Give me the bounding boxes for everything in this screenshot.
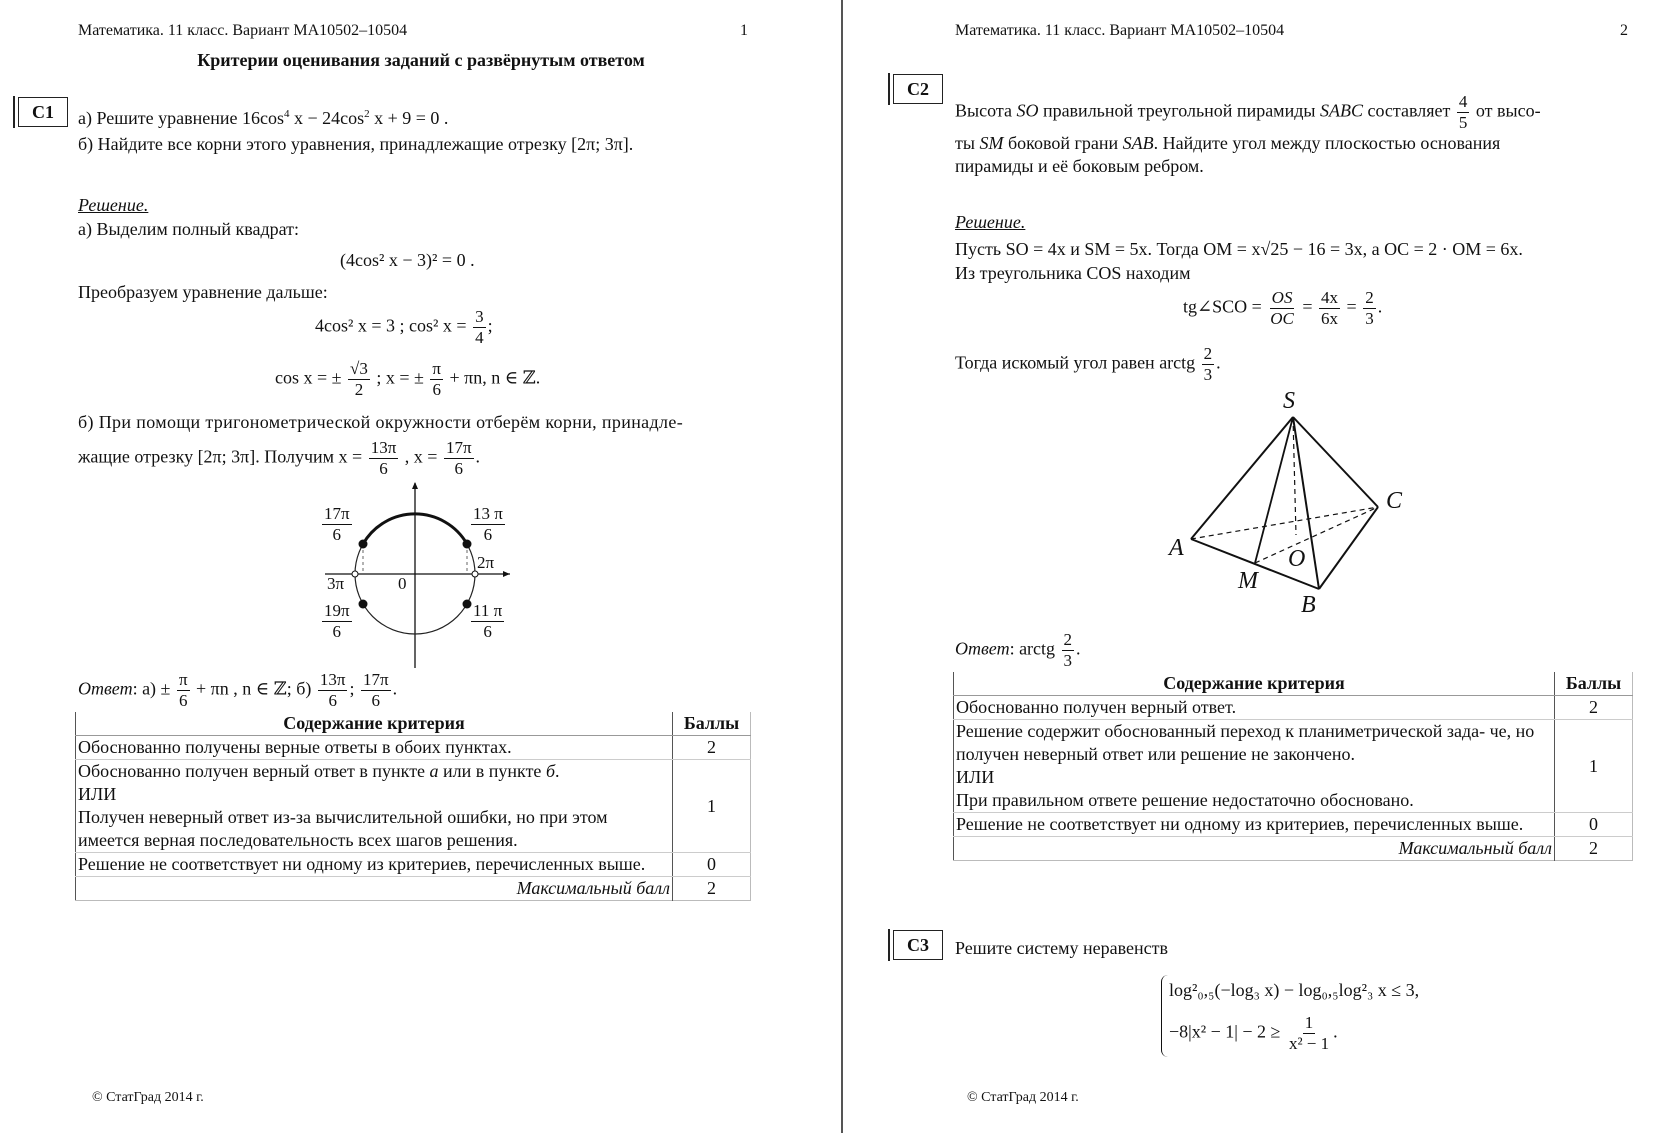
point-label-O: O [1288,546,1306,572]
edge-AC-hidden [1191,507,1378,539]
system-line2: −8|x² − 1| − 2 ≥ $\frac{1}{\text{x² − 1}}$ . [1169,1013,1338,1053]
point-17pi-6 [359,540,368,549]
median-MC [1255,507,1378,563]
page-2 [843,0,1677,1133]
task-c2-line2: ты SM боковой грани SAB. Найдите угол между плоскостью основания [955,133,1501,153]
edge-BC [1319,507,1378,589]
solution-line2: Из треугольника COS находим [955,263,1191,283]
table-row: Решение не соответствует ни одному из критериев, перечисленных выше. 0 [954,813,1633,837]
point-19pi-6 [359,600,368,609]
vertex-label-S: S [1283,388,1295,414]
answer-c2: Ответ: arctg $\frac{2}{3}$ . [955,630,1081,670]
point-label-M: M [1238,568,1258,594]
criteria-table-c2 [953,672,1633,861]
equation-square: (4cos² x − 3)² = 0 . [340,250,475,270]
criteria-table-c1 [75,712,751,901]
solution-step-b-line2: жащие отрезку [2π; 3π]. Получим x = $\frac{13\pi}{6}$ , x = $\frac{17\pi}{6}$ . [78,438,481,478]
label-origin: 0 [398,574,407,593]
page-footer: © СтатГрад 2014 г. [967,1090,1079,1105]
vertex-label-B: B [1301,592,1316,618]
equation-cos-squared: 4cos² x = 3 ; cos² x = $\frac{3}{4}$ ; [315,307,493,347]
label-11pi-6: $\frac{11 \pi}{6}$ [473,601,503,641]
tangent-equation: tg∠SCO = $\frac{OS}{OC}$ = $\frac{4x}{6x}$ = $\frac{2}{3}$ . [1183,288,1383,328]
answer-c1: Ответ: а) ± $\frac{\pi}{6}$ + πn , n ∈ ℤ; б) $\frac{13\pi}{6}$ ; $\frac{17\pi}{6}$ . [78,670,398,710]
task-c2-line1: Высота SO правильной треугольной пирамиды SABC составляет $\frac{4}{5}$ от высо- [955,92,1541,132]
page-header: Математика. 11 класс. Вариант МА10502–10504 [955,22,1285,39]
equation-cos-x: cos x = ± $\frac{√3}{2}$ ; x = ± $\frac{\pi}{6}$ + πn, n ∈ ℤ. [275,359,541,399]
page-header: Математика. 11 класс. Вариант МА10502–10504 [78,22,408,39]
task-label-c1: С1 [18,97,68,127]
task-label-c3: С3 [893,930,943,960]
task-c1-part-a: а) Решите уравнение $16\cos^4$ $x - 24\cos^2$ x + 9 = 0 . [78,108,449,128]
table-row: Обоснованно получен верный ответ. 2 [954,696,1633,720]
page-number: 1 [740,22,748,39]
x-axis-arrow [503,571,510,577]
table-row-max: Максимальный балл 2 [954,837,1633,861]
task-c1-part-b: б) Найдите все корни этого уравнения, принадлежащие отрезку [2π; 3π]. [78,134,634,154]
edge-SC [1293,417,1378,507]
page-footer: © СтатГрад 2014 г. [92,1090,204,1105]
label-13pi-6: $\frac{13 \pi}{6}$ [473,504,503,544]
solution-step-b-line1: б) При помощи тригонометрической окружности отберём корни, принадле- [78,412,684,432]
label-2pi: 2π [477,553,495,572]
label-17pi-6: $\frac{17\pi}{6}$ [324,504,350,544]
task-label-c2: С2 [893,74,943,104]
table-row: Решение не соответствует ни одному из критериев, перечисленных выше. 0 [76,853,751,877]
system-line1: log²₀,₅(−log₃ x) − log₀,₅log²₃ x ≤ 3, [1169,980,1420,1000]
y-axis-arrow [412,482,418,489]
label-3pi: 3π [327,574,345,593]
table-row: Обоснованно получен верный ответ в пункте а или в пункте б. ИЛИ Получен неверный ответ из-за вычислительной ошибки, но при этом имеется верная последовательность всех шагов решения. 1 [76,760,751,853]
point-3pi [352,571,358,577]
vertex-label-C: C [1386,488,1403,514]
page-title: Критерии оценивания заданий с развёрнутым ответом [197,50,645,70]
vertex-label-A: A [1169,535,1184,561]
label-19pi-6: $\frac{19\pi}{6}$ [324,601,350,641]
page-number: 2 [1620,22,1628,39]
transform-text: Преобразуем уравнение дальше: [78,282,328,302]
task-c2-line3: пирамиды и её боковым ребром. [955,156,1204,176]
table-header: Содержание критерия Баллы [954,672,1633,696]
solution-label: Решение. [78,195,149,215]
table-row-max: Максимальный балл 2 [76,877,751,901]
system-brace [1161,975,1168,1057]
angle-result: Тогда искомый угол равен arctg $\frac{2}{3}$ . [955,344,1221,384]
solution-line1: Пусть SO = 4x и SM = 5x. Тогда OM = x√25 − 16 = 3x, а OC = 2 · OM = 6x. [955,239,1523,259]
solution-label: Решение. [955,212,1026,232]
table-row: Обоснованно получены верные ответы в обоих пунктах. 2 [76,736,751,760]
table-row: Решение содержит обоснованный переход к планиметрической зада- че, но получен неверный ответ или решение не закончено. ИЛИ При правильном ответе решение недостаточно обосновано. 1 [954,720,1633,813]
task-c3-text: Решите систему неравенств [955,938,1168,958]
table-header: Содержание критерия Баллы [76,712,751,736]
solution-step-a: а) Выделим полный квадрат: [78,219,300,239]
